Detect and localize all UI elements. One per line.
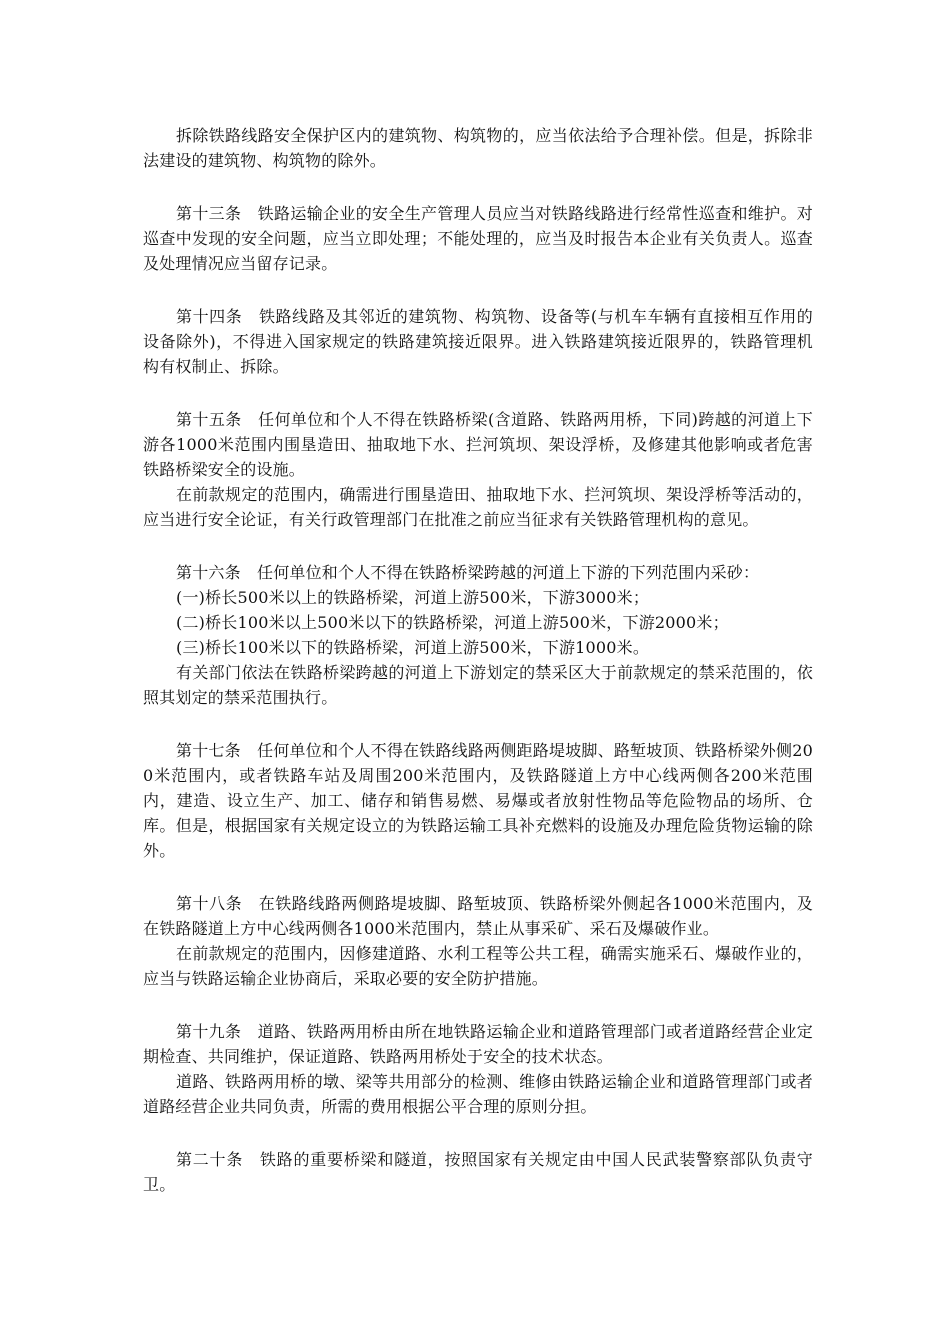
article-16-item-3: (三)桥长100米以下的铁路桥梁，河道上游500米，下游1000米。 [176,638,650,657]
article-16: 第十六条 任何单位和个人不得在铁路桥梁跨越的河道上下游的下列范围内采砂： [176,563,760,582]
article-16-clause-2: 有关部门依法在铁路桥梁跨越的河道上下游划定的禁采区大于前款规定的禁采范围的，依照其划定的禁采范围执行。 [143,663,813,707]
article-15: 第十五条 任何单位和个人不得在铁路桥梁(含道路、铁路两用桥，下同)跨越的河道上下游各1000米范围内围垦造田、抽取地下水、拦河筑坝、架设浮桥，及修建其他影响或者危害铁路桥梁安全的设施。 [143,410,813,479]
article-16-item-1: (一)桥长500米以上的铁路桥梁，河道上游500米，下游3000米； [176,588,650,607]
article-13: 第十三条 铁路运输企业的安全生产管理人员应当对铁路线路进行经常性巡查和维护。对巡查中发现的安全问题，应当立即处理；不能处理的，应当及时报告本企业有关负责人。巡查及处理情况应当留存记录。 [143,204,813,273]
article-20: 第二十条 铁路的重要桥梁和隧道，按照国家有关规定由中国人民武装警察部队负责守卫。 [143,1150,813,1194]
article-16-item-2: (二)桥长100米以上500米以下的铁路桥梁，河道上游500米，下游2000米； [176,613,729,632]
paragraph-demolition-compensation: 拆除铁路线路安全保护区内的建筑物、构筑物的，应当依法给予合理补偿。但是，拆除非法建设的建筑物、构筑物的除外。 [143,126,813,170]
article-17: 第十七条 任何单位和个人不得在铁路线路两侧距路堤坡脚、路堑坡顶、铁路桥梁外侧200米范围内，或者铁路车站及周围200米范围内，及铁路隧道上方中心线两侧各200米范围内，建造、设立生产、加工、储存和销售易燃、易爆或者放射性物品等危险物品的场所、仓库。但是，根据国家有关规定设立的为铁路运输工具补充燃料的设施及办理危险货物运输的除外。 [143,741,813,860]
document-page [143,123,813,1197]
article-18-clause-2: 在前款规定的范围内，因修建道路、水利工程等公共工程，确需实施采石、爆破作业的，应当与铁路运输企业协商后，采取必要的安全防护措施。 [143,944,813,988]
article-19: 第十九条 道路、铁路两用桥由所在地铁路运输企业和道路管理部门或者道路经营企业定期检查、共同维护，保证道路、铁路两用桥处于安全的技术状态。 [143,1022,813,1066]
article-19-clause-2: 道路、铁路两用桥的墩、梁等共用部分的检测、维修由铁路运输企业和道路管理部门或者道路经营企业共同负责，所需的费用根据公平合理的原则分担。 [143,1072,813,1116]
article-18: 第十八条 在铁路线路两侧路堤坡脚、路堑坡顶、铁路桥梁外侧起各1000米范围内，及在铁路隧道上方中心线两侧各1000米范围内，禁止从事采矿、采石及爆破作业。 [143,894,813,938]
article-15-clause-2: 在前款规定的范围内，确需进行围垦造田、抽取地下水、拦河筑坝、架设浮桥等活动的，应当进行安全论证，有关行政管理部门在批准之前应当征求有关铁路管理机构的意见。 [143,485,813,529]
article-14: 第十四条 铁路线路及其邻近的建筑物、构筑物、设备等(与机车车辆有直接相互作用的设备除外)，不得进入国家规定的铁路建筑接近限界。进入铁路建筑接近限界的，铁路管理机构有权制止、拆除。 [143,307,813,376]
